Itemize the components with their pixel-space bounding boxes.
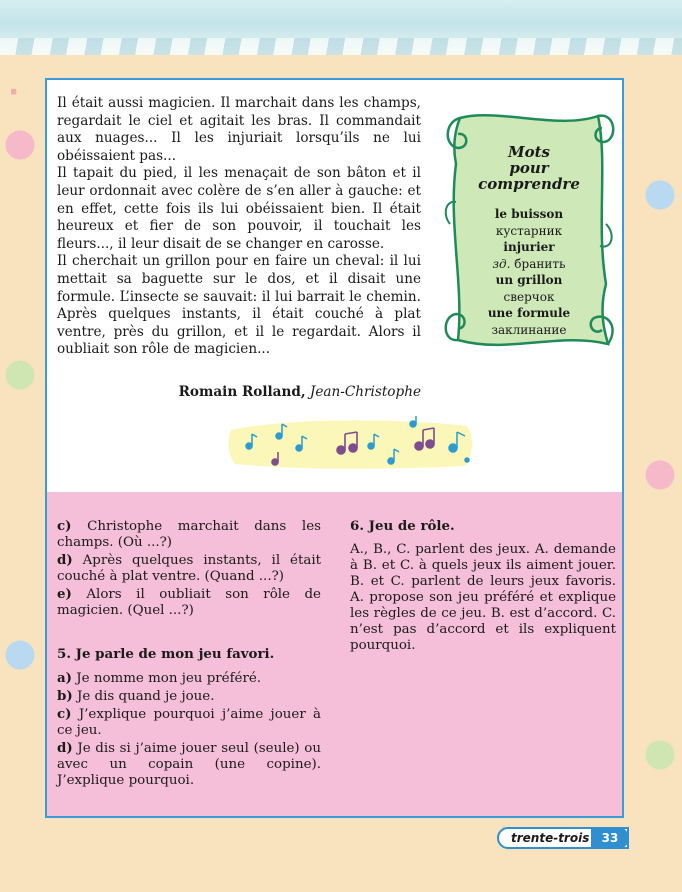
page-number-tab: [497, 827, 629, 849]
exercise-item: [57, 670, 321, 687]
question-item: [57, 586, 321, 619]
vocab-translation: кустарник: [495, 223, 563, 238]
story-paragraph: Il cherchait un grillon pour en faire un cheval: il lui mettait sa baguette sur le dos, et il disait une formule. L’insecte se sauvait: il lui barrait le chemin. Après quelques instants, il était couché à plat ventre, près du grillon, et il le regardait. Alors il oubliait son rôle de magicien...: [57, 253, 421, 358]
item-letter: a): [57, 670, 73, 686]
reading-panel: [45, 78, 624, 818]
item-letter: d): [57, 552, 73, 568]
item-letter: b): [57, 688, 73, 704]
vocabulary-title: [462, 144, 596, 192]
story-attribution: [57, 384, 421, 400]
item-text: Alors il oubliait son rôle de magicien. (Quel ...?): [57, 587, 321, 618]
vocabulary-title-line: pour comprendre: [478, 159, 580, 193]
vocab-french-word: un grillon: [495, 273, 563, 287]
item-text: Après quelques instants, il était couché à plat ventre. (Quand ...?): [57, 553, 321, 584]
question-item: [57, 552, 321, 585]
item-letter: c): [57, 706, 72, 722]
exercises-section: [47, 492, 622, 816]
sky-header-decoration: [0, 0, 682, 60]
music-notes-icon: [227, 416, 475, 470]
exercise-item: [57, 688, 321, 705]
work-title: Jean-Christophe: [309, 384, 421, 400]
item-text: J’explique pourquoi j’aime jouer à ce jeu.: [57, 707, 322, 738]
vocab-french-word: une formule: [487, 306, 571, 320]
page-number: 33: [591, 827, 629, 849]
page-number-word: trente-trois: [511, 831, 590, 845]
vocab-french-word: injurier: [503, 240, 555, 254]
vocabulary-title-line: Mots: [508, 143, 550, 161]
exercise-6-text: A., B., C. parlent des jeux. A. demande à B. et C. à quels jeux ils aiment jouer. B. et C. parlent de leurs jeux favoris. A. propose son jeu préféré et explique les règles de ce jeu. B. est d’accord. C. n’est pas d’accord et ils expliquent pourquoi.: [350, 542, 616, 653]
item-text: Je dis si j’aime jouer seul (seule) ou avec un copain (une copine). J’explique pourquoi.: [57, 741, 321, 788]
exercise-item: [57, 706, 321, 739]
item-text: Je nomme mon jeu préféré.: [76, 671, 262, 686]
vocab-french-word: le buisson: [494, 207, 564, 221]
exercise-5-title: 5. Je parle de mon jeu favori.: [57, 646, 275, 662]
item-letter: e): [57, 586, 72, 602]
exercises-right-column: [350, 518, 616, 654]
music-notes-illustration: [227, 416, 475, 470]
item-text: Christophe marchait dans les champs. (Où ...?): [57, 519, 321, 550]
author-name: Romain Rolland,: [178, 384, 306, 400]
question-item: [57, 518, 321, 551]
vocab-translation-text: бранить: [514, 256, 566, 271]
vocab-translation: заклинание: [491, 322, 567, 337]
story-paragraph: Il était aussi magicien. Il marchait dans les champs, regardait le ciel et agitait les bras. Il commandait aux nuages... Il les injuriait lorsqu’ils ne lui obéissaient pas...: [57, 95, 421, 164]
exercise-item: [57, 740, 321, 789]
vocab-translation: сверчок: [503, 289, 555, 304]
decor-letter-glyph: ∙: [8, 75, 20, 110]
vocab-usage-note: зд.: [492, 256, 511, 271]
story-text: [57, 95, 421, 359]
vocabulary-scroll: [438, 104, 618, 354]
exercises-left-column: [57, 518, 321, 790]
item-letter: c): [57, 518, 72, 534]
item-text: Je dis quand je joue.: [76, 689, 215, 704]
vocab-translation: [462, 256, 596, 273]
vocabulary-list: [462, 144, 596, 338]
story-paragraph: Il tapait du pied, il les menaçait de son bâton et il leur ordonnait avec colère de s’en aller à gauche: et en effet, cette fois ils lui obéissaient bien. Il était heureux et fier de son pouvoir, il touchait les fleurs..., il leur disait de se changer en carosse.: [57, 165, 421, 252]
exercise-6-title: 6. Jeu de rôle.: [350, 518, 455, 534]
item-letter: d): [57, 740, 73, 756]
